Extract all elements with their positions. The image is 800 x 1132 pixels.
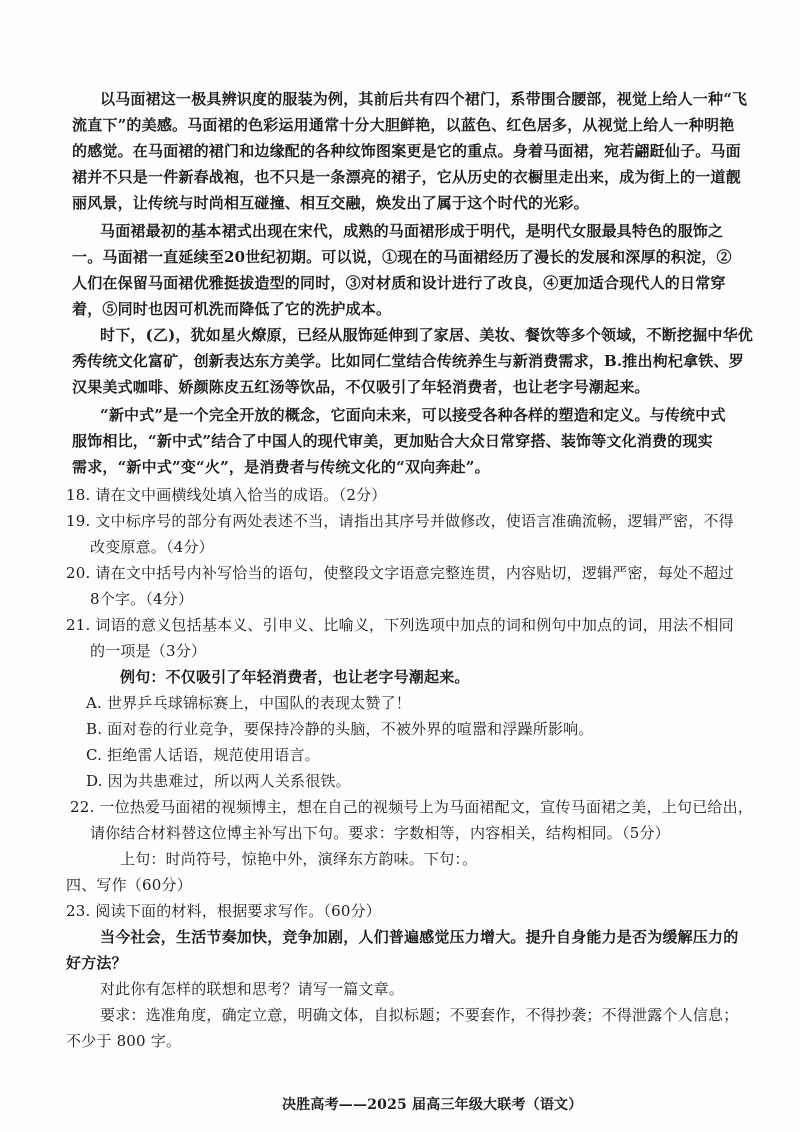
question-23-line-4: 对此你有怎样的联想和思考？请写一篇文章。 [100,980,405,998]
passage-p2-line-2: 一。马面裙一直延续至20世纪初期。可以说，①现在的马面裙经历了漫长的发展和深厚的积淀，② [72,248,732,266]
question-23-line-5: 要求：选准角度，确定立意，明确文体，自拟标题；不要套作，不得抄袭；不得泄露个人信息； [100,1006,739,1024]
passage-p2-line-3: 人们在保留马面裙优雅挺拔造型的同时，③对材质和设计进行了改良，④更加适合现代人的日常穿 [72,274,726,292]
question-19-line-1: 19. 文中标序号的部分有两处表述不当，请指出其序号并做修改，使语言准确流畅，逻辑严密，不得 [66,512,734,530]
question-21-option-c: C. 拒绝雷人话语，规范使用语言。 [86,746,320,764]
question-21-option-a: A. 世界乒乓球锦标赛上，中国队的表现太赞了！ [86,694,411,712]
question-18: 18. 请在文中画横线处填入恰当的成语。（2分） [66,486,387,504]
passage-p4-line-2: 服饰相比，“新中式”结合了中国人的现代审美，更加贴合大众日常穿搭、装饰等文化消费的现实 [72,432,713,450]
passage-p1-line-5: 丽风景，让传统与时尚相互碰撞、相互交融，焕发出了属于这个时代的光彩。 [72,194,589,212]
question-19-line-2: 改变原意。（4分） [90,538,214,556]
passage-p1-line-1: 以马面裙这一极具辨识度的服装为例，其前后共有四个裙门，系带围合腰部，视觉上给人一种“飞 [100,90,748,108]
passage-p1-line-3: 的感觉。在马面裙的裙门和边缘配的各种纹饰图案更是它的重点。身着马面裙，宛若翩跹仙子。马面 [72,142,741,160]
question-23-line-2: 当今社会，生活节奏加快，竞争加剧，人们普遍感觉压力增大。提升自身能力是否为缓解压力的 [100,928,739,946]
question-22-line-1: 22. 一位热爱马面裙的视频博主，想在自己的视频号上为马面裙配文，宣传马面裙之美，上句已给出， [70,798,754,816]
passage-p4-line-1: “新中式”是一个完全开放的概念，它面向未来，可以接受各种各样的塑造和定义。与传统中式 [100,406,726,424]
passage-p1-line-4: 裙并不只是一件新春战袍，也不只是一条漂亮的裙子，它从历史的衣橱里走出来，成为街上的一道靓 [72,168,741,186]
question-21-example: 例句：不仅吸引了年轻消费者，也让老字号潮起来。 [120,668,470,686]
question-22-line-2: 请你结合材料替这位博主补写出下句。要求：字数相等，内容相关，结构相同。（5分） [90,824,670,842]
passage-p1-line-2: 流直下”的美感。马面裙的色彩运用通常十分大胆鲜艳，以蓝色、红色居多，从视觉上给人一种明艳 [72,116,735,134]
passage-p3-line-1: 时下，(乙)，犹如星火燎原，已经从服饰延伸到了家居、美妆、餐饮等多个领域，不断挖掘中华优 [100,326,753,344]
question-21-line-2: 的一项是（3分） [90,642,207,660]
question-23-line-3: 好方法？ [66,954,127,972]
question-21-line-1: 21. 词语的意义包括基本义、引申义、比喻义，下列选项中加点的词和例句中加点的词，用法不相同 [66,616,734,634]
question-22-line-3: 上句：时尚符号，惊艳中外，演绎东方韵味。下句：。 [120,850,478,868]
passage-p3-line-2: 秀传统文化富矿，创新表达东方美学。比如同仁堂结合传统养生与新消费需求，B.推出枸杞拿铁、罗 [72,352,744,370]
question-21-option-b: B. 面对卷的行业竞争，要保持冷静的头脑，不被外界的喧嚣和浮躁所影响。 [86,720,594,738]
question-21-option-d: D. 因为共患难过，所以两人关系很铁。 [86,772,351,790]
section-writing-heading: 四、写作（60分） [66,876,192,894]
question-23-line-1: 23. 阅读下面的材料，根据要求写作。（60分） [66,902,382,920]
passage-p2-line-1: 马面裙最初的基本裙式出现在宋代，成熟的马面裙形成于明代，是明代女服最具特色的服饰之 [100,222,724,240]
question-20-line-2: 8个字。（4分） [90,590,194,608]
passage-p3-line-3: 汉果美式咖啡、娇颜陈皮五红汤等饮品，不仅吸引了年轻消费者，也让老字号潮起来。 [72,378,650,396]
passage-p2-line-4: 着，⑤同时也因可机洗而降低了它的洗护成本。 [72,300,392,318]
page-footer: 决胜高考——2025 届高三年级大联考（语文） [282,1097,583,1113]
passage-p4-line-3: 需求，“新中式”变“火”，是消费者与传统文化的“双向奔赴”。 [72,458,490,476]
question-23-line-6: 不少于 800 字。 [66,1032,182,1050]
question-20-line-1: 20. 请在文中括号内补写恰当的语句，使整段文字语意完整连贯，内容贴切，逻辑严密，每处不超过 [66,564,734,582]
